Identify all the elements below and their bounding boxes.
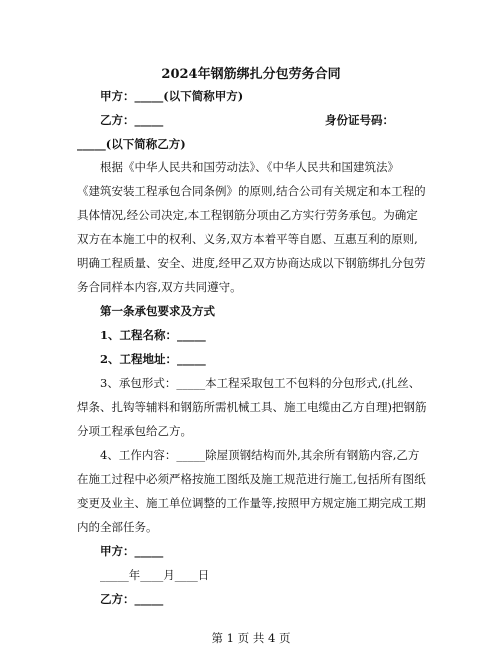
intro-line: 根据《中华人民共和国劳动法》、《中华人民共和国建筑法》	[100, 160, 399, 174]
page-footer: 第 1 页 共 4 页	[211, 631, 291, 645]
party-b-suffix: _____(以下简称乙方)	[77, 137, 186, 151]
party-b-line: 乙方：_____	[100, 113, 164, 127]
document-title: 2024年钢筋绑扎分包劳务合同	[161, 67, 341, 82]
signature-party-a: 甲方：_____	[100, 544, 164, 558]
intro-line: 《建筑安装工程承包合同条例》的原则,结合公司有关规定和本工程的	[77, 184, 426, 198]
item-work-content-cont: 在施工过程中必须严格按施工图纸及施工规范进行施工,包括所有图纸	[77, 472, 426, 486]
signature-party-b: 乙方：_____	[100, 592, 164, 606]
intro-line: 具体情况,经公司决定,本工程钢筋分项由乙方实行劳务承包。为确定	[77, 208, 418, 222]
intro-line: 明确工程质量、安全、进度,经甲乙双方协商达成以下钢筋绑扎分包劳	[77, 256, 426, 270]
intro-line: 务合同样本内容,双方共同遵守。	[77, 280, 242, 294]
article-1-heading: 第一条承包要求及方式	[100, 304, 215, 318]
item-contract-form-cont: 焊条、扎钩等辅料和钢筋所需机械工具、施工电缆由乙方自理)把钢筋	[77, 400, 427, 414]
item-project-name: 1、工程名称：_____	[100, 328, 206, 342]
party-a-line: 甲方：_____(以下简称甲方)	[100, 89, 244, 103]
item-work-content: 4、工作内容：_____除屋顶钢结构而外,其余所有钢筋内容,乙方	[100, 448, 420, 462]
item-work-content-cont: 内的全部任务。	[77, 520, 158, 534]
item-contract-form: 3、承包形式：_____本工程采取包工不包料的分包形式,(扎丝、	[100, 376, 421, 390]
signature-date: _____年____月____日	[100, 568, 210, 582]
id-number-label: 身份证号码：	[325, 113, 394, 127]
item-contract-form-cont: 分项工程承包给乙方。	[77, 424, 192, 438]
intro-line: 双方在本施工中的权利、义务,双方本着平等自愿、互惠互利的原则,	[77, 232, 418, 246]
item-project-address: 2、工程地址：_____	[100, 352, 206, 366]
item-work-content-cont: 变更及业主、施工单位调整的工作量等,按照甲方规定施工期完成工期	[77, 496, 426, 510]
